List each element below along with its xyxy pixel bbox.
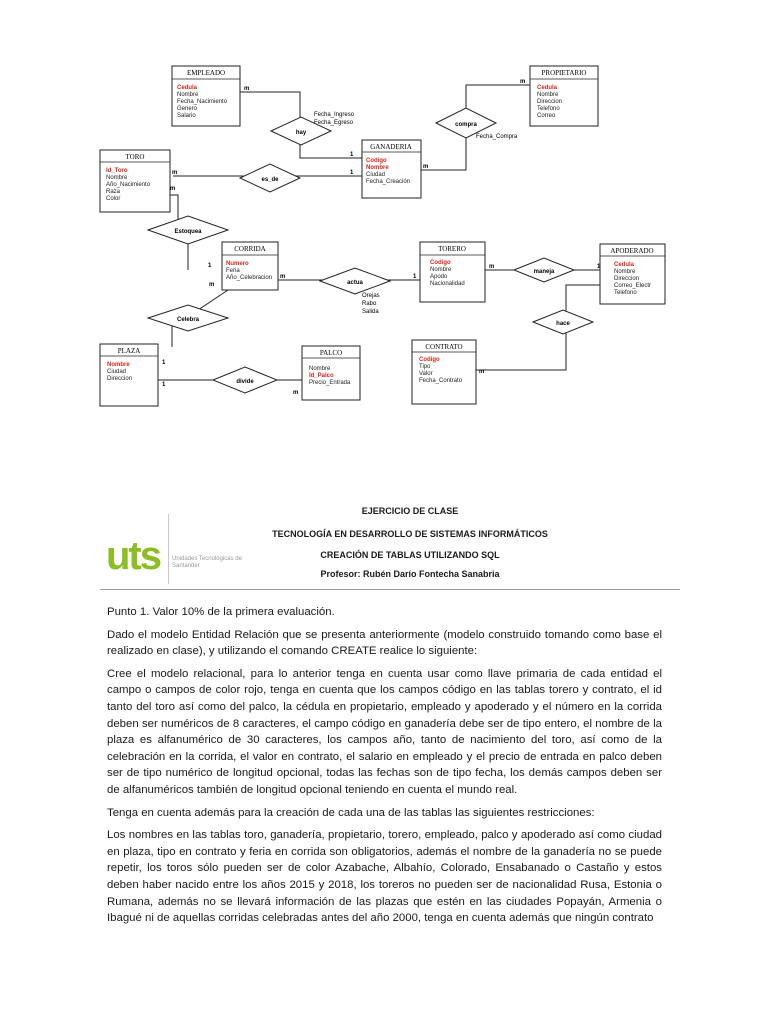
entity-toro-attr: Año_Nacimiento <box>106 182 151 188</box>
card-corrida-m2: m <box>209 282 215 288</box>
entity-plaza-title: PLAZA <box>117 347 141 355</box>
rel-attr-fecha-compra: Fecha_Compra <box>476 134 518 140</box>
paragraph-restrictions-intro: Tenga en cuenta además para la creación de cada una de las tablas las siguientes restricciones: <box>107 806 595 819</box>
entity-corrida-attr: Feria <box>226 268 240 274</box>
entity-empleado-title: EMPLEADO <box>186 69 226 77</box>
header-divider <box>168 514 169 584</box>
entity-ganaderia-attr: Ciudad <box>366 172 386 178</box>
relation-celebra: Celebra <box>176 317 200 323</box>
entity-propietario-attr: Direccion <box>537 99 563 105</box>
header-line-topic: CREACIÓN DE TABLAS UTILIZANDO SQL <box>320 550 500 560</box>
entity-corrida-title: CORRIDA <box>234 245 266 253</box>
entity-contrato-title: CONTRATO <box>425 343 463 351</box>
entity-empleado-attr: Genero <box>177 106 198 112</box>
entity-torero-attr: Apodo <box>430 274 448 280</box>
entity-apoderado-title: APODERADO <box>610 247 654 255</box>
entity-torero-title: TORERO <box>438 245 466 253</box>
entity-contrato-attr: Tipo <box>419 364 431 370</box>
entity-corrida-key: Numero <box>226 261 249 267</box>
entity-contrato-attr: Fecha_Contrato <box>419 378 463 384</box>
entity-propietario-title: PROPIETARIO <box>541 69 587 77</box>
header-line-professor: Profesor: Rubén Darío Fontecha Sanabria <box>320 569 500 579</box>
card-empleado-m: m <box>244 86 250 92</box>
entity-empleado-attr: Nombre <box>177 92 199 98</box>
card-apoderado-1: 1 <box>597 264 601 270</box>
card-ganaderia-1b: 1 <box>350 170 354 176</box>
relation-maneja: maneja <box>533 269 555 275</box>
card-corrida-1: 1 <box>208 263 212 269</box>
header-rule <box>100 589 680 590</box>
header-line-exercise: EJERCICIO DE CLASE <box>361 506 459 516</box>
card-contrato-m: m <box>479 369 485 375</box>
relation-divide: divide <box>236 379 254 385</box>
entity-ganaderia-title: GANADERIA <box>370 143 412 151</box>
entity-toro-attr: Nombre <box>106 175 128 181</box>
entity-empleado-key: Cedula <box>177 85 198 91</box>
entity-ganaderia-key: Codigo <box>366 158 387 164</box>
entity-torero-key: Codigo <box>430 260 451 266</box>
paragraph-restrictions: Los nombres en las tablas toro, ganadería, propietario, torero, empleado, palco y apoderado así como ciudad en plaza, tipo en contrato y feria en corrida son obligatorios, además el nombre de la ganadería no se puede repetir, los toros sólo pueden ser de color Azabache, Albahío, Colorado, Ensabanado o Castaño y estos deben haber nacido entre los años 2015 y 2018, los toreros no pueden ser de nacionalidad Rusa, Estonia o Rumana, además no se llevará información de las plazas que estén en las ciudades Popayán, Armenia o Ibagué ni de aquellas corridas celebradas antes del año 2000, tenga en cuenta además que ningún contrato <box>107 829 662 925</box>
entity-toro-attr: Raza <box>106 189 121 195</box>
relation-hay: hay <box>295 130 307 136</box>
entity-propietario-attr: Telefono <box>537 106 560 112</box>
entity-ganaderia-attr: Fecha_Creación <box>366 179 411 185</box>
card-toro-m: m <box>172 170 178 176</box>
entity-plaza-attr: Direccion <box>107 376 133 382</box>
entity-toro-key: Id_Toro <box>106 168 128 174</box>
rel-attr-orejas: Orejas <box>362 293 380 299</box>
entity-toro-attr: Color <box>106 196 121 202</box>
rel-attr-fecha-egreso: Fecha_Egreso <box>314 120 354 126</box>
uts-logo: uts <box>106 534 160 578</box>
relation-estoquea: Estoquea <box>174 229 202 235</box>
entity-contrato-attr: Valor <box>419 371 433 377</box>
header-line-program: TECNOLOGÍA EN DESARROLLO DE SISTEMAS INFORMÁTICOS <box>272 529 548 539</box>
paragraph-intro: Dado el modelo Entidad Relación que se presenta anteriormente (modelo construido tomando como base el realizado en clase), y utilizando el comando CREATE realice lo siguiente: <box>107 628 662 658</box>
card-torero-m: m <box>489 264 495 270</box>
entity-empleado-attr: Fecha_Nacimiento <box>177 99 228 105</box>
document-header <box>100 498 680 590</box>
card-ganaderia-1a: 1 <box>350 152 354 158</box>
relation-es-de: es_de <box>261 177 279 183</box>
entity-propietario-key: Cedula <box>537 85 558 91</box>
relation-compra: compra <box>455 122 477 128</box>
entity-ganaderia-key: Nombre <box>366 165 389 171</box>
card-propietario-m: m <box>520 79 526 85</box>
logo-subtitle: Unidades Tecnológicas de Santander <box>172 556 242 569</box>
entity-apoderado-attr: Telefono <box>614 290 637 296</box>
entity-apoderado-attr: Nombre <box>614 269 636 275</box>
entity-empleado-attr: Salario <box>177 113 196 119</box>
card-toro-m2: m <box>170 186 176 192</box>
card-plaza-1: 1 <box>162 360 166 366</box>
rel-attr-salida: Salida <box>362 309 379 315</box>
entity-torero-attr: Nombre <box>430 267 452 273</box>
document-body <box>107 604 662 933</box>
card-ganaderia-m: m <box>423 164 429 170</box>
entity-palco-title: PALCO <box>319 349 343 357</box>
rel-attr-rabo: Rabo <box>362 301 377 307</box>
entity-palco-key: Id_Palco <box>309 373 334 379</box>
entity-palco-attr: Nombre <box>309 366 331 372</box>
entity-apoderado-key: Cedula <box>614 262 635 268</box>
paragraph-relational-model: Cree el modelo relacional, para lo anterior tenga en cuenta usar como llave primaria de cada entidad el campo o campos de color rojo, tenga en cuenta que los campos código en las tablas torero y contrato, el id tanto del toro así como del palco, la cédula en propietario, empleado y apoderado y el número en la corrida deben ser numéricos de 8 caracteres, el campo código en ganadería debe ser de tipo entero, el nombre de la plaza es alfanumérico de 30 caracteres, los campos año, tanto de nacimiento del toro, así como de la celebración en la corrida, el valor en contrato, el salario en empleado y el precio de entrada en palco deben ser de tipo numérico de longitud opcional, todas las fechas son de tipo fecha, los demás campos deben ser de alfanuméricos también de longitud opcional teniendo en cuenta el mundo real. <box>107 667 662 796</box>
entity-apoderado-attr: Correo_Electr <box>614 283 652 289</box>
er-diagram <box>0 0 768 420</box>
card-corrida-m: m <box>280 274 286 280</box>
relation-actua: actua <box>347 280 363 286</box>
rel-attr-fecha-ingreso: Fecha_Ingreso <box>314 112 355 118</box>
card-palco-m: m <box>293 390 299 396</box>
entity-palco-attr: Precio_Entrada <box>309 380 351 386</box>
card-plaza-1b: 1 <box>162 382 166 388</box>
entity-torero-attr: Nacionalidad <box>430 281 465 287</box>
relation-hace: hace <box>556 321 570 327</box>
entity-toro-title: TORO <box>125 153 145 161</box>
card-torero-1: 1 <box>413 274 417 280</box>
point-heading: Punto 1. Valor 10% de la primera evaluación. <box>107 606 335 618</box>
entity-corrida-attr: Año_Celebracion <box>226 275 273 281</box>
entity-apoderado-attr: Direccion <box>614 276 640 282</box>
entity-plaza-key: Nombre <box>107 362 130 368</box>
entity-propietario-attr: Nombre <box>537 92 559 98</box>
entity-plaza-attr: Ciudad <box>107 369 127 375</box>
entity-propietario-attr: Correo <box>537 113 556 119</box>
entity-contrato-key: Codigo <box>419 357 440 363</box>
